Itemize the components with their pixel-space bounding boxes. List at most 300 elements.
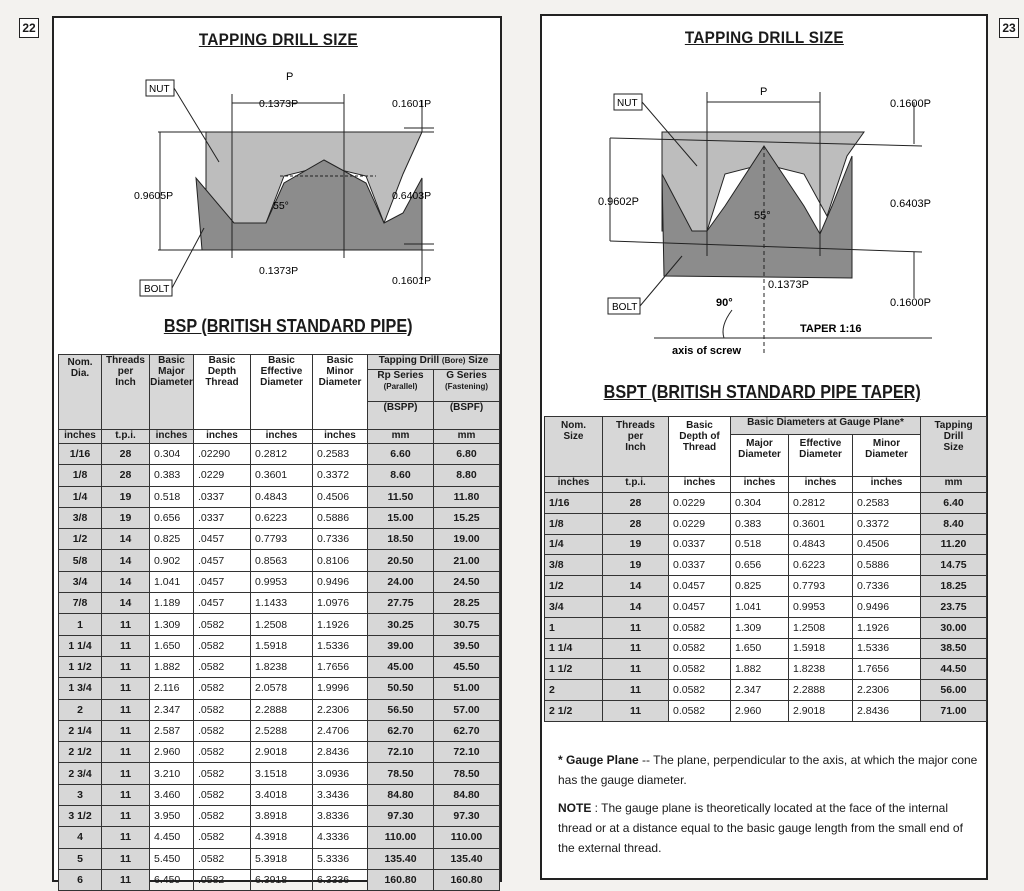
bsp-table-cell: 45.00 (368, 656, 434, 677)
bspt-table-cell: 0.0457 (669, 576, 731, 597)
bsp-table-cell: .0457 (194, 593, 251, 614)
bsp-thread-diagram (54, 18, 500, 318)
bsp-head-bspf: (BSPF) (434, 402, 500, 430)
mid-right-dim: 0.6403P (890, 198, 931, 210)
bsp-table-cell: 1 1/2 (59, 656, 102, 677)
bsp-table-cell: 84.80 (368, 784, 434, 805)
bsp-table-cell: 1.189 (150, 593, 194, 614)
bspt-thread-diagram (542, 16, 986, 366)
bsp-table-cell: 78.50 (368, 763, 434, 784)
left-dim: 0.9605P (134, 190, 174, 202)
bsp-table-cell: 24.00 (368, 571, 434, 592)
bspt-table-cell: 0.825 (731, 576, 789, 597)
bsp-table-cell: 8.80 (434, 465, 500, 486)
bsp-table-row (59, 848, 500, 869)
bsp-table-cell: 4.450 (150, 827, 194, 848)
bsp-table-cell: 11 (102, 699, 150, 720)
bsp-table-cell: 1.882 (150, 656, 194, 677)
bsp-table-cell: 6 (59, 869, 102, 890)
bspt-table-cell: 38.50 (921, 638, 987, 659)
top-right-dim: 0.1601P (392, 98, 432, 110)
bsp-table-cell: 97.30 (368, 806, 434, 827)
bspt-table-cell: 0.5886 (853, 555, 921, 576)
bsp-table-cell: 1.5918 (251, 635, 313, 656)
bspt-table-cell: 11 (603, 617, 669, 638)
bsp-table-cell: 14 (102, 529, 150, 550)
bsp-table-cell: 11.50 (368, 486, 434, 507)
bspt-table-cell: 2.960 (731, 700, 789, 721)
bsp-table-row (59, 869, 500, 890)
bspt-table-cell: 0.0337 (669, 555, 731, 576)
top-right-dim: 0.1600P (890, 98, 931, 110)
bsp-table-cell: 2 1/4 (59, 720, 102, 741)
bspt-table-cell: 1 (545, 617, 603, 638)
bsp-table-row (59, 720, 500, 741)
bsp-table-cell: .0582 (194, 827, 251, 848)
bsp-table-row (59, 742, 500, 763)
bsp-table-row (59, 784, 500, 805)
bspt-table-cell: 0.4506 (853, 534, 921, 555)
bsp-table-row (59, 635, 500, 656)
bspt-table-cell: 1.8238 (789, 659, 853, 680)
bspt-head-gauge: Basic Diameters at Gauge Plane* (731, 417, 921, 435)
bsp-table-row (59, 507, 500, 528)
bsp-table-cell: .0582 (194, 763, 251, 784)
bspt-table-cell: 0.9496 (853, 596, 921, 617)
bsp-table-row (59, 529, 500, 550)
bspt-table-cell: 28 (603, 493, 669, 514)
bsp-table-cell: 0.383 (150, 465, 194, 486)
bsp-table-cell: 0.9953 (251, 571, 313, 592)
bsp-table-cell: 11 (102, 720, 150, 741)
bsp-table-cell: 11 (102, 763, 150, 784)
bsp-table-cell: 84.80 (434, 784, 500, 805)
bsp-table-cell: .0582 (194, 806, 251, 827)
bspt-table-cell: 2 (545, 680, 603, 701)
bsp-table-cell: 2 1/2 (59, 742, 102, 763)
bsp-table-cell: .0582 (194, 869, 251, 890)
note-text: : The gauge plane is theoretically located at the face of the internal thread or at a distance equal to the basic gauge length from the small end of the external thread. (558, 801, 963, 855)
bsp-table-cell: 0.7336 (313, 529, 368, 550)
bsp-table-cell: 2.9018 (251, 742, 313, 763)
bspt-table-cell: 2.347 (731, 680, 789, 701)
taper-label: TAPER 1:16 (800, 323, 862, 335)
bsp-table-row (59, 465, 500, 486)
bspt-table-cell: 0.0229 (669, 513, 731, 534)
bsp-table-cell: 0.8563 (251, 550, 313, 571)
bsp-table-cell: 2.116 (150, 678, 194, 699)
bspt-table-row (545, 659, 987, 680)
bsp-table-cell: 3 1/2 (59, 806, 102, 827)
bspt-table-cell: 0.0582 (669, 700, 731, 721)
bsp-table-row (59, 571, 500, 592)
bsp-table-cell: 1/4 (59, 486, 102, 507)
bspt-table-cell: 1/4 (545, 534, 603, 555)
bottom-right-dim: 0.1600P (890, 297, 931, 309)
bsp-table-cell: 97.30 (434, 806, 500, 827)
bspt-table-cell: 14 (603, 596, 669, 617)
bsp-table-cell: 1 1/4 (59, 635, 102, 656)
bsp-table-cell: 0.9496 (313, 571, 368, 592)
bsp-table-cell: 39.00 (368, 635, 434, 656)
bsp-table-cell: 62.70 (434, 720, 500, 741)
bsp-table-cell: 3.210 (150, 763, 194, 784)
bsp-table-cell: 15.25 (434, 507, 500, 528)
bolt-label: BOLT (612, 302, 638, 313)
gauge-plane-note (558, 750, 978, 790)
bsp-table-cell: .02290 (194, 444, 251, 465)
bsp-table-cell: 6.3918 (251, 869, 313, 890)
bsp-table-cell: 28.25 (434, 593, 500, 614)
bsp-head-minor: Basic Minor Diameter (313, 355, 368, 430)
bsp-table-cell: 11.80 (434, 486, 500, 507)
bsp-table-cell: 0.3601 (251, 465, 313, 486)
bsp-unit: inches (251, 430, 313, 444)
angle-label: 55° (273, 200, 289, 212)
bspt-table-row (545, 555, 987, 576)
bsp-unit: inches (313, 430, 368, 444)
bsp-table-row (59, 678, 500, 699)
bspt-head-threads: Threads per Inch (603, 417, 669, 477)
bspt-table-cell: 3/8 (545, 555, 603, 576)
bspt-unit: inches (731, 477, 789, 493)
bsp-table-cell: 18.50 (368, 529, 434, 550)
bspt-table-row (545, 493, 987, 514)
bsp-table-cell: 0.656 (150, 507, 194, 528)
bspt-head-depth: Basic Depth of Thread (669, 417, 731, 477)
bspt-table-cell: 0.0582 (669, 617, 731, 638)
bsp-table-cell: 6.80 (434, 444, 500, 465)
bsp-table-cell: 1.2508 (251, 614, 313, 635)
bspt-table-cell: 1.7656 (853, 659, 921, 680)
bspt-table-cell: 0.383 (731, 513, 789, 534)
bsp-table-cell: 110.00 (368, 827, 434, 848)
bsp-table-cell: 3.8918 (251, 806, 313, 827)
bsp-table-cell: .0582 (194, 635, 251, 656)
bsp-head-rp: Rp Series (Parallel) (368, 370, 434, 402)
bsp-table-cell: .0337 (194, 486, 251, 507)
bsp-head-bspp: (BSPP) (368, 402, 434, 430)
bsp-unit: inches (59, 430, 102, 444)
bsp-panel (52, 16, 502, 887)
bsp-table-cell: 11 (102, 678, 150, 699)
page-number-right: 23 (999, 18, 1019, 38)
bspt-table-cell: 1 1/2 (545, 659, 603, 680)
bspt-table-row (545, 638, 987, 659)
bsp-head-nom: Nom. Dia. (59, 355, 102, 430)
bsp-head-threads: Threads per Inch (102, 355, 150, 430)
bsp-table-cell: .0582 (194, 656, 251, 677)
bsp-unit: mm (368, 430, 434, 444)
bspt-table-row (545, 534, 987, 555)
bsp-table-cell: 15.00 (368, 507, 434, 528)
bsp-table-cell: 2.4706 (313, 720, 368, 741)
bspt-table-cell: 11.20 (921, 534, 987, 555)
bsp-table-row (59, 763, 500, 784)
bspt-table-cell: 1/2 (545, 576, 603, 597)
bspt-table-cell: 0.2812 (789, 493, 853, 514)
bsp-head-g: G Series (Fastening) (434, 370, 500, 402)
note-label: NOTE (558, 801, 592, 815)
bspt-table-cell: 0.0582 (669, 680, 731, 701)
bsp-table-cell: 0.825 (150, 529, 194, 550)
bspt-table-cell: 1.1926 (853, 617, 921, 638)
bspt-table-cell: 0.7336 (853, 576, 921, 597)
bspt-table-row (545, 617, 987, 638)
bspt-table-cell: 0.0582 (669, 638, 731, 659)
bspt-unit: inches (545, 477, 603, 493)
bsp-table-cell: .0457 (194, 550, 251, 571)
bsp-table-cell: 2 (59, 699, 102, 720)
bsp-table-cell: 2.960 (150, 742, 194, 763)
bspt-table-cell: 1.5336 (853, 638, 921, 659)
bsp-table-cell: 1 3/4 (59, 678, 102, 699)
bsp-table-cell: 57.00 (434, 699, 500, 720)
bsp-table-cell: 11 (102, 656, 150, 677)
bsp-table-cell: 1.650 (150, 635, 194, 656)
bspt-subtitle: BSPT (BRITISH STANDARD PIPE TAPER) (603, 382, 921, 402)
bsp-table-cell: 45.50 (434, 656, 500, 677)
bspt-unit: inches (669, 477, 731, 493)
bsp-table-cell: 50.50 (368, 678, 434, 699)
bsp-table-cell: 0.2812 (251, 444, 313, 465)
bspt-table-cell: 71.00 (921, 700, 987, 721)
note-paragraph (558, 798, 978, 858)
bsp-table-cell: 2.0578 (251, 678, 313, 699)
bsp-table-cell: 3/4 (59, 571, 102, 592)
bsp-table-cell: 11 (102, 806, 150, 827)
bsp-title: TAPPING DRILL SIZE (198, 30, 358, 49)
bsp-table-cell: 0.2583 (313, 444, 368, 465)
bspt-table-cell: 2 1/2 (545, 700, 603, 721)
bspt-table-cell: 11 (603, 659, 669, 680)
bspt-table-cell: 1.2508 (789, 617, 853, 638)
bspt-table-cell: 0.0582 (669, 659, 731, 680)
bsp-table-cell: 24.50 (434, 571, 500, 592)
bspt-table-cell: 1.041 (731, 596, 789, 617)
bspt-table-cell: 2.9018 (789, 700, 853, 721)
bsp-table-cell: 3.8336 (313, 806, 368, 827)
bspt-table-cell: 1/8 (545, 513, 603, 534)
bsp-head-effective: Basic Effective Diameter (251, 355, 313, 430)
bsp-table-cell: 7/8 (59, 593, 102, 614)
bspt-table-cell: 0.4843 (789, 534, 853, 555)
bspt-head-minor: Minor Diameter (853, 435, 921, 477)
bsp-table-cell: 3 (59, 784, 102, 805)
bspt-table-cell: 0.7793 (789, 576, 853, 597)
bsp-table-cell: 0.6223 (251, 507, 313, 528)
bsp-table-cell: 20.50 (368, 550, 434, 571)
p-label: P (286, 71, 294, 83)
bsp-table-cell: 8.60 (368, 465, 434, 486)
bsp-table-cell: 11 (102, 742, 150, 763)
bspt-table-cell: 19 (603, 555, 669, 576)
bsp-table-cell: 11 (102, 827, 150, 848)
bspt-table (544, 416, 987, 722)
bsp-table-cell: 5.3336 (313, 848, 368, 869)
bsp-table-row (59, 827, 500, 848)
bsp-table-cell: 19 (102, 486, 150, 507)
bsp-table-cell: 1.7656 (313, 656, 368, 677)
bspt-table-row (545, 680, 987, 701)
bsp-table-cell: .0229 (194, 465, 251, 486)
bspt-table-cell: 0.304 (731, 493, 789, 514)
bsp-table-cell: 19 (102, 507, 150, 528)
bsp-table-cell: .0457 (194, 529, 251, 550)
bsp-table-cell: 3.3436 (313, 784, 368, 805)
bsp-table-cell: 14 (102, 593, 150, 614)
bsp-table-cell: 21.00 (434, 550, 500, 571)
bsp-table-cell: 11 (102, 614, 150, 635)
bsp-table-cell: 1 (59, 614, 102, 635)
nut-label: NUT (149, 84, 170, 95)
bspt-table-cell: 0.2583 (853, 493, 921, 514)
bsp-table-cell: 135.40 (368, 848, 434, 869)
bottom-right-dim: 0.1601P (392, 275, 432, 287)
bsp-table-cell: 2.2888 (251, 699, 313, 720)
bspt-table-cell: 56.00 (921, 680, 987, 701)
bspt-table-cell: 6.40 (921, 493, 987, 514)
bsp-head-depth: Basic Depth Thread (194, 355, 251, 430)
bsp-table-cell: 14 (102, 550, 150, 571)
bsp-table-cell: 30.25 (368, 614, 434, 635)
bsp-unit: t.p.i. (102, 430, 150, 444)
bspt-table-row (545, 513, 987, 534)
bsp-table-cell: 160.80 (368, 869, 434, 890)
bsp-table-cell: 3.4018 (251, 784, 313, 805)
bsp-table-cell: 28 (102, 465, 150, 486)
bsp-table-cell: 56.50 (368, 699, 434, 720)
bspt-table-cell: 23.75 (921, 596, 987, 617)
angle-label: 55° (754, 210, 771, 222)
bspt-table-cell: 44.50 (921, 659, 987, 680)
bsp-unit: inches (150, 430, 194, 444)
bsp-table-cell: 1.5336 (313, 635, 368, 656)
bspt-table-cell: 1 1/4 (545, 638, 603, 659)
bsp-table-cell: 0.7793 (251, 529, 313, 550)
bsp-table-cell: 27.75 (368, 593, 434, 614)
bspt-table-row (545, 700, 987, 721)
bsp-table-cell: 2.2306 (313, 699, 368, 720)
bsp-table-cell: 51.00 (434, 678, 500, 699)
bspt-head-nom: Nom. Size (545, 417, 603, 477)
bsp-table-cell: 1.1433 (251, 593, 313, 614)
bspt-table-cell: 3/4 (545, 596, 603, 617)
bsp-table-cell: 0.3372 (313, 465, 368, 486)
bsp-table-row (59, 444, 500, 465)
bsp-table-cell: 3.460 (150, 784, 194, 805)
bspt-table-cell: 1.882 (731, 659, 789, 680)
bsp-table-cell: 1/2 (59, 529, 102, 550)
bsp-table-cell: .0337 (194, 507, 251, 528)
bsp-table-row (59, 550, 500, 571)
bspt-panel (540, 14, 988, 880)
bspt-table-cell: 1/16 (545, 493, 603, 514)
bsp-table-cell: 39.50 (434, 635, 500, 656)
bsp-table-cell: 6.60 (368, 444, 434, 465)
bsp-table-cell: 1.041 (150, 571, 194, 592)
axis-label: axis of screw (672, 345, 742, 357)
bsp-table-cell: 11 (102, 869, 150, 890)
bsp-table-cell: 5 (59, 848, 102, 869)
bsp-head-tapping: Tapping Drill (Bore) Size (368, 355, 500, 370)
bspt-table-cell: 1.5918 (789, 638, 853, 659)
bottom-inner-dim: 0.1373P (768, 279, 809, 291)
bsp-table-cell: 160.80 (434, 869, 500, 890)
bsp-table-cell: 78.50 (434, 763, 500, 784)
bspt-table-cell: 1.309 (731, 617, 789, 638)
bsp-table-cell: 0.4506 (313, 486, 368, 507)
bspt-unit: inches (789, 477, 853, 493)
bspt-table-row (545, 576, 987, 597)
bspt-table-cell: 14 (603, 576, 669, 597)
bsp-table-row (59, 656, 500, 677)
bspt-table-cell: 8.40 (921, 513, 987, 534)
bsp-table-cell: 0.8106 (313, 550, 368, 571)
bsp-table-row (59, 699, 500, 720)
bsp-table-cell: 6.3336 (313, 869, 368, 890)
bsp-table-cell: 1/16 (59, 444, 102, 465)
bsp-table-cell: 2 3/4 (59, 763, 102, 784)
bsp-table-cell: 3.0936 (313, 763, 368, 784)
bsp-table-cell: 14 (102, 571, 150, 592)
bsp-table-cell: 30.75 (434, 614, 500, 635)
bsp-table-cell: 2.587 (150, 720, 194, 741)
bsp-table-cell: 72.10 (434, 742, 500, 763)
bspt-table-cell: 11 (603, 638, 669, 659)
bspt-table-cell: 0.6223 (789, 555, 853, 576)
bsp-table-cell: 1.0976 (313, 593, 368, 614)
bspt-head-major: Major Diameter (731, 435, 789, 477)
bsp-table-cell: 135.40 (434, 848, 500, 869)
bolt-label: BOLT (144, 284, 170, 295)
mid-right-dim: 0.6403P (392, 190, 432, 202)
bsp-table-cell: 3/8 (59, 507, 102, 528)
bsp-table-cell: 2.5288 (251, 720, 313, 741)
bsp-table-cell: 110.00 (434, 827, 500, 848)
bsp-table-cell: 0.4843 (251, 486, 313, 507)
bsp-table-cell: 72.10 (368, 742, 434, 763)
bspt-table-cell: 1.650 (731, 638, 789, 659)
bspt-table-cell: 0.0337 (669, 534, 731, 555)
p-label: P (760, 86, 768, 98)
bsp-table-cell: 3.1518 (251, 763, 313, 784)
bsp-table-cell: 11 (102, 635, 150, 656)
bsp-table-cell: 11 (102, 848, 150, 869)
bspt-table-cell: 0.9953 (789, 596, 853, 617)
gauge-plane-text: -- The plane, perpendicular to the axis, at which the major cone has the gauge diameter. (558, 753, 978, 787)
bsp-table-cell: 5.450 (150, 848, 194, 869)
bsp-table-cell: .0582 (194, 784, 251, 805)
bspt-table-cell: 28 (603, 513, 669, 534)
bspt-unit: t.p.i. (603, 477, 669, 493)
left-dim: 0.9602P (598, 196, 639, 208)
bspt-table-cell: 0.0229 (669, 493, 731, 514)
bsp-table-cell: 1.8238 (251, 656, 313, 677)
bspt-table-cell: 2.2306 (853, 680, 921, 701)
bsp-table-cell: 4 (59, 827, 102, 848)
bsp-table-cell: 0.518 (150, 486, 194, 507)
bspt-table-cell: 18.25 (921, 576, 987, 597)
bsp-table (58, 354, 500, 891)
bspt-table-cell: 19 (603, 534, 669, 555)
bsp-table-cell: .0582 (194, 742, 251, 763)
bsp-table-cell: 5/8 (59, 550, 102, 571)
bsp-table-row (59, 593, 500, 614)
bsp-table-cell: 11 (102, 784, 150, 805)
bsp-table-cell: .0582 (194, 678, 251, 699)
bsp-subtitle: BSP (BRITISH STANDARD PIPE) (163, 316, 413, 336)
